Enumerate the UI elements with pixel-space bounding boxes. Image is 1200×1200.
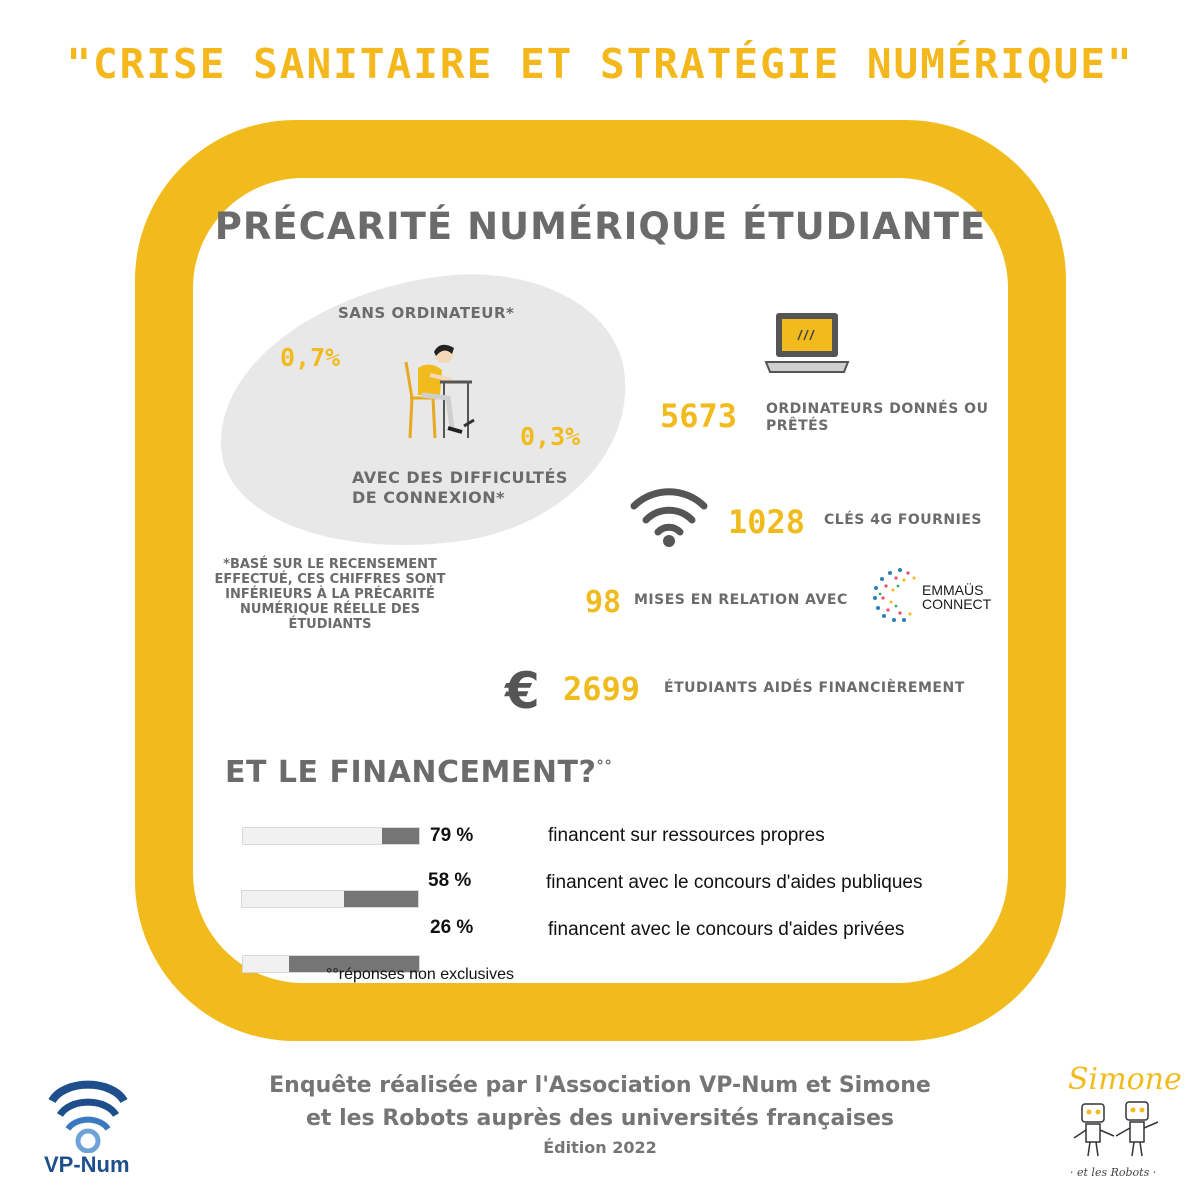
note-line: NUMÉRIQUE RÉELLE DES — [240, 602, 420, 617]
bar-percent: 26 % — [430, 917, 474, 938]
footer-edition: Édition 2022 — [543, 1138, 657, 1157]
footer-line2: et les Robots auprès des universités françaises — [306, 1106, 894, 1131]
difficulte-label — [352, 468, 568, 508]
financement-note: °°réponses non exclusives — [326, 966, 515, 983]
wifi-icon — [630, 482, 708, 548]
sans-ordinateur-label: SANS ORDINATEUR* — [338, 304, 515, 322]
stat-mises-label: MISES EN RELATION AVEC — [634, 592, 848, 608]
bar-label: financent avec le concours d'aides publiques — [546, 872, 923, 893]
stat-cles-value: 1028 — [728, 503, 806, 541]
bar-label: financent sur ressources propres — [548, 825, 825, 846]
stat-ordinateurs-label-line1: ORDINATEURS DONNÉS OU — [766, 401, 989, 417]
emmaus-connect-logo — [870, 566, 918, 624]
difficulte-label-line2: DE CONNEXION* — [352, 488, 505, 507]
vpnum-logo-text: VP-Num — [44, 1152, 130, 1177]
footnote-census — [205, 557, 455, 632]
emmaus-line2: CONNECT — [922, 596, 992, 612]
stat-etudiants-label: ÉTUDIANTS AIDÉS FINANCIÈREMENT — [664, 680, 965, 696]
sans-ordinateur-value: 0,7% — [280, 343, 341, 372]
main-title: "CRISE SANITAIRE ET STRATÉGIE NUMÉRIQUE" — [66, 40, 1134, 88]
financement-title-mark: °° — [596, 757, 613, 775]
difficulte-value: 0,3% — [520, 422, 581, 451]
robots-icon — [1062, 1098, 1174, 1164]
emmaus-line1: EMMAÜS — [922, 582, 984, 598]
bar-label: financent avec le concours d'aides privées — [548, 919, 905, 940]
euro-icon: € — [505, 662, 540, 720]
difficulte-label-line1: AVEC DES DIFFICULTÉS — [352, 468, 568, 487]
stat-ordinateurs-value: 5673 — [660, 397, 738, 435]
note-line: INFÉRIEURS À LA PRÉCARITÉ — [225, 587, 435, 602]
simone-logo-title: Simone — [1068, 1062, 1182, 1097]
stat-mises-value: 98 — [585, 585, 622, 620]
student-desk-icon — [400, 340, 480, 442]
bar-fill — [344, 891, 418, 907]
bar-track — [241, 890, 419, 908]
stat-cles-label: CLÉS 4G FOURNIES — [824, 512, 983, 528]
simone-logo-subtitle: · et les Robots · — [1070, 1166, 1157, 1179]
stat-ordinateurs-label-line2: PRÊTÉS — [766, 418, 829, 434]
section-title: PRÉCARITÉ NUMÉRIQUE ÉTUDIANTE — [214, 205, 987, 248]
bar-track — [242, 827, 420, 845]
stat-etudiants-value: 2699 — [563, 670, 641, 708]
stat-ordinateurs-label — [766, 401, 988, 435]
note-line: EFFECTUÉ, CES CHIFFRES SONT — [214, 572, 446, 587]
bar-fill — [382, 828, 419, 844]
laptop-icon — [764, 310, 850, 376]
bar-percent: 58 % — [428, 870, 472, 891]
bar-percent: 79 % — [430, 825, 474, 846]
note-line: *BASÉ SUR LE RECENSEMENT — [223, 557, 437, 572]
footer-line1: Enquête réalisée par l'Association VP-Num et Simone — [269, 1073, 931, 1098]
vpnum-logo-icon — [48, 1075, 128, 1153]
note-line: ÉTUDIANTS — [288, 617, 372, 632]
financement-title — [225, 755, 612, 790]
financement-title-text: ET LE FINANCEMENT? — [225, 755, 597, 790]
emmaus-connect-text — [922, 583, 991, 611]
